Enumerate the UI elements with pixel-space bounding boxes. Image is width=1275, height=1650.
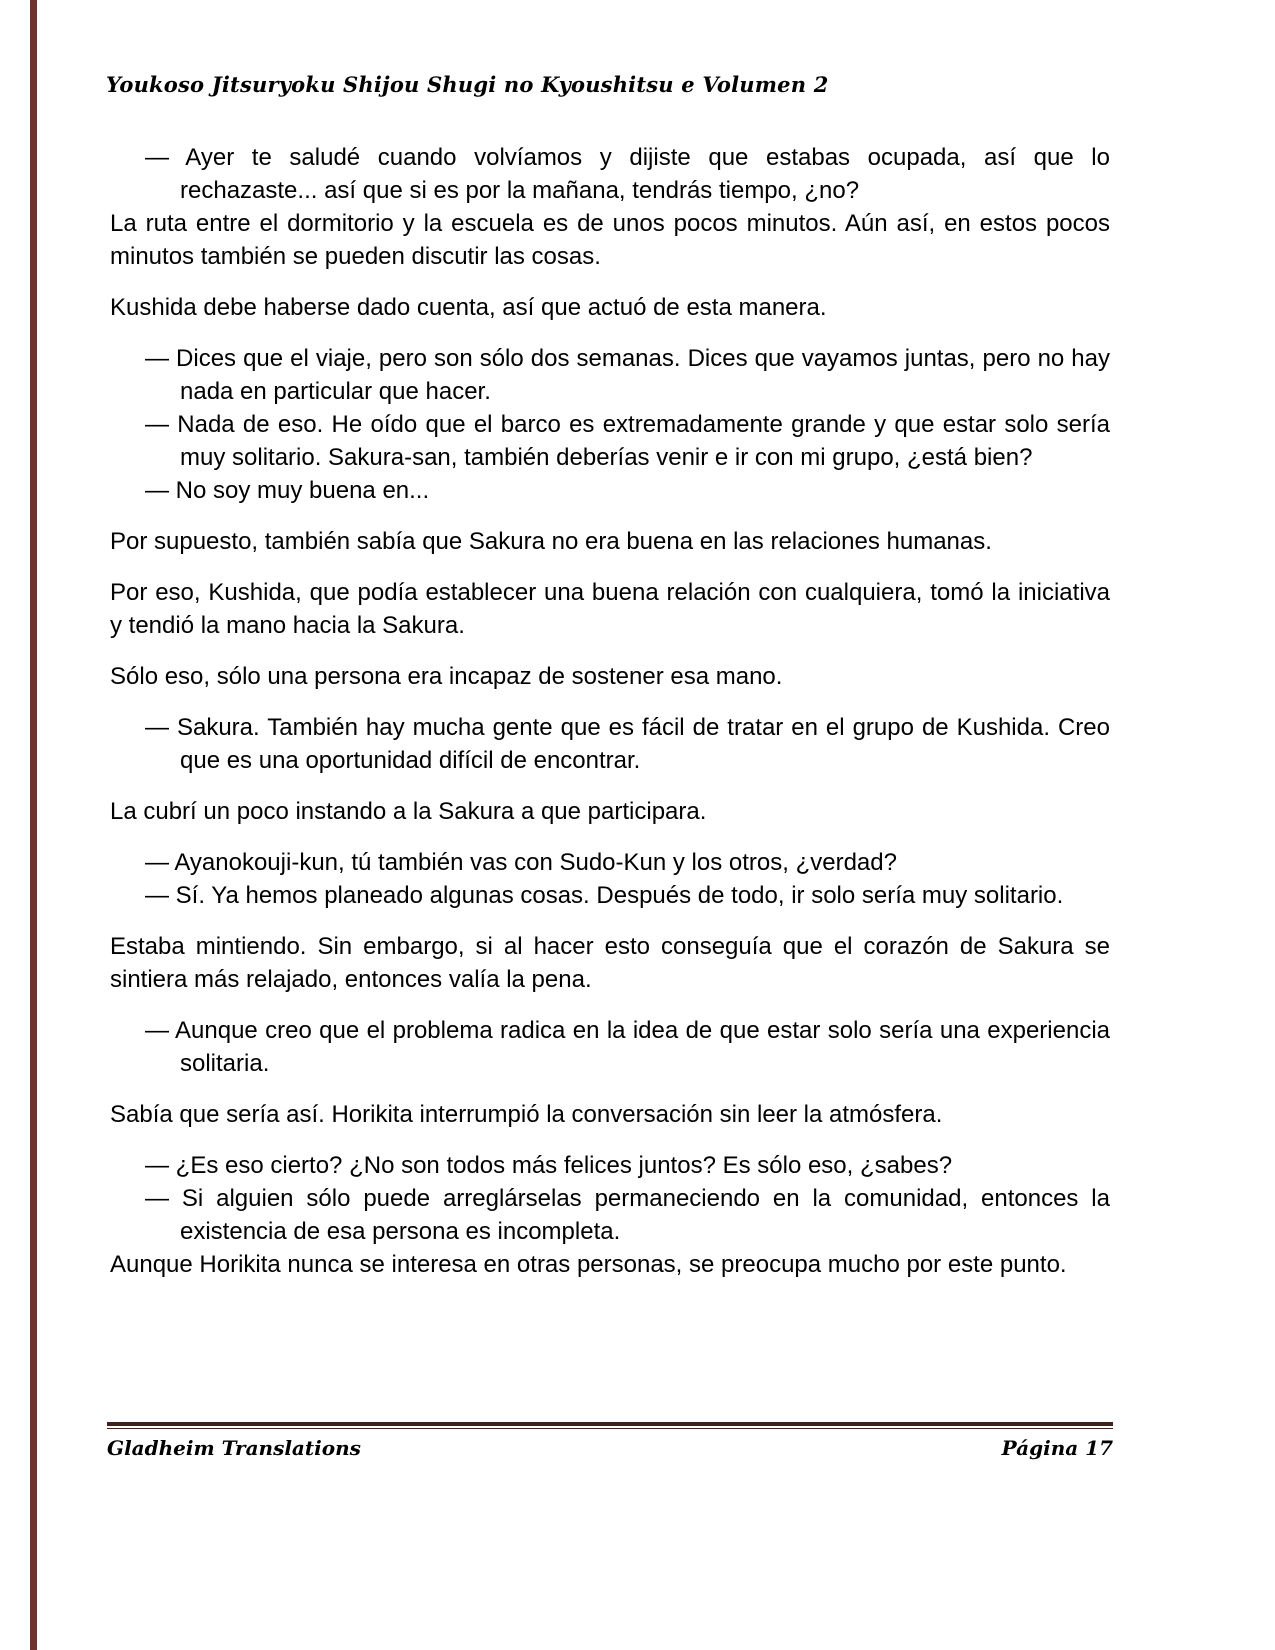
narration-paragraph: La cubrí un poco instando a la Sakura a que participara. [110, 798, 707, 825]
document-content [106, 72, 1110, 1281]
narration-paragraph: Por supuesto, también sabía que Sakura no era buena en las relaciones humanas. [110, 528, 992, 555]
dialogue-paragraph: — Sí. Ya hemos planeado algunas cosas. Después de todo, ir solo sería muy solitario. [145, 882, 1064, 909]
footer-rule [107, 1422, 1113, 1429]
page-header-title: Youkoso Jitsuryoku Shijou Shugi no Kyoushitsu e Volumen 2 [106, 72, 829, 97]
footer-rule-thin-line [107, 1428, 1113, 1429]
narration-paragraph: Sólo eso, sólo una persona era incapaz de sostener esa mano. [110, 663, 783, 690]
footer-page-number: Página 17 [1001, 1436, 1113, 1460]
dialogue-paragraph: — Dices que el viaje, pero son sólo dos semanas. Dices que vayamos juntas, pero no hay nada en particular que hacer. [145, 345, 1110, 405]
narration-paragraph: Por eso, Kushida, que podía establecer una buena relación con cualquiera, tomó la iniciativa y tendió la mano hacia la Sakura. [110, 579, 1110, 639]
narration-paragraph: La ruta entre el dormitorio y la escuela es de unos pocos minutos. Aún así, en estos pocos minutos también se pueden discutir las cosas. [110, 210, 1110, 270]
dialogue-paragraph: — Si alguien sólo puede arreglárselas permaneciendo en la comunidad, entonces la existencia de esa persona es incompleta. [145, 1185, 1110, 1245]
dialogue-paragraph: — Nada de eso. He oído que el barco es extremadamente grande y que estar solo sería muy solitario. Sakura-san, también deberías venir e ir con mi grupo, ¿está bien? [145, 411, 1110, 471]
dialogue-paragraph: — Sakura. También hay mucha gente que es fácil de tratar en el grupo de Kushida. Creo que es una oportunidad difícil de encontrar. [145, 714, 1110, 774]
dialogue-paragraph: — ¿Es eso cierto? ¿No son todos más felices juntos? Es sólo eso, ¿sabes? [145, 1152, 953, 1179]
narration-paragraph: Aunque Horikita nunca se interesa en otras personas, se preocupa mucho por este punto. [110, 1251, 1067, 1278]
dialogue-paragraph: — Ayer te saludé cuando volvíamos y dijiste que estabas ocupada, así que lo rechazaste... así que si es por la mañana, tendrás tiempo, ¿no? [145, 144, 1110, 204]
left-accent-bar [30, 0, 37, 1650]
page-footer [107, 1422, 1113, 1460]
footer-translator-credit: Gladheim Translations [107, 1436, 361, 1460]
dialogue-paragraph: — Ayanokouji-kun, tú también vas con Sudo-Kun y los otros, ¿verdad? [145, 849, 897, 876]
narration-paragraph: Kushida debe haberse dado cuenta, así que actuó de esta manera. [110, 294, 827, 321]
dialogue-paragraph: — Aunque creo que el problema radica en la idea de que estar solo sería una experiencia solitaria. [145, 1017, 1110, 1077]
narration-paragraph: Sabía que sería así. Horikita interrumpió la conversación sin leer la atmósfera. [110, 1101, 943, 1128]
narration-paragraph: Estaba mintiendo. Sin embargo, si al hacer esto conseguía que el corazón de Sakura se sintiera más relajado, entonces valía la pena. [110, 933, 1110, 993]
footer-rule-thick-line [107, 1422, 1113, 1426]
dialogue-paragraph: — No soy muy buena en... [145, 477, 430, 504]
